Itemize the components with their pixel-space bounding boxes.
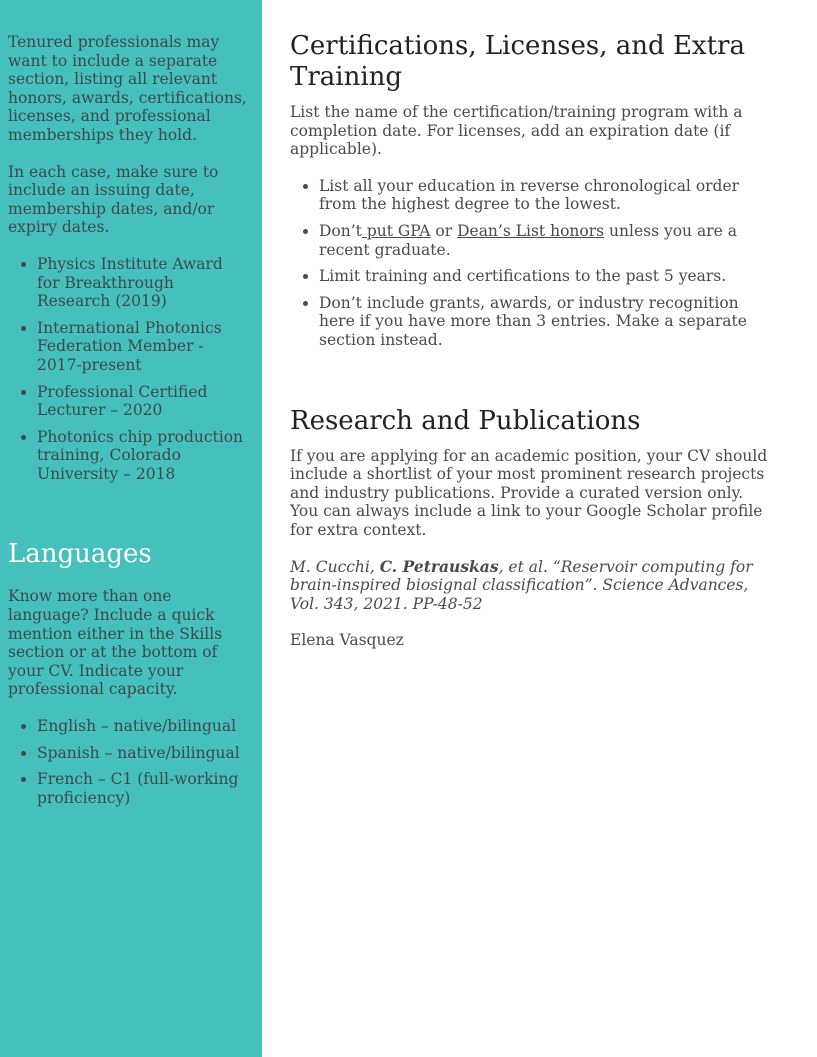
main-content [290,31,770,668]
research-heading: Research and Publications [290,405,641,436]
list-item: • Physics Institute Award for Breakthrough Research (2019) [37,255,250,311]
bullet-text: Don’t [319,221,362,240]
languages-heading: Languages [8,539,152,570]
certifications-intro: List the name of the certification/training program with a completion date. For licenses, add an expiration date (if applicable). [290,103,743,159]
honors-list [8,255,250,484]
deans-list-link[interactable]: Dean’s List honors [457,221,605,240]
list-item: • International Photonics Federation Member - 2017-present [37,319,250,375]
list-item: • Limit training and certifications to the past 5 years. [319,267,770,286]
citation-details: , et al. “Reservoir computing for brain-inspired biosignal classification”. Science Advances, Vol. 343, 2021. PP-48-52 [290,557,753,613]
list-item [319,222,770,259]
citation-authors: M. Cucchi, [290,557,380,576]
list-item: • French – C1 (full-working proficiency) [37,770,250,807]
list-item: • List all your education in reverse chronological order from the highest degree to the lowest. [319,177,770,214]
bullet-text: unless you are a recent graduate. [319,221,737,259]
list-item: • Spanish – native/bilingual [37,744,250,763]
honors-note: In each case, make sure to include an issuing date, membership dates, and/or expiry dates. [8,162,219,237]
put-gpa-link[interactable]: put GPA [361,221,431,240]
languages-intro: Know more than one language? Include a quick mention either in the Skills section or at the bottom of your CV. Indicate your professional capacity. [8,587,223,699]
research-intro: If you are applying for an academic position, your CV should include a shortlist of your most prominent research projects and industry publications. Provide a curated version only. You can always include a link to your Google Scholar profile for extra context. [290,446,768,539]
list-item: • Don’t include grants, awards, or industry recognition here if you have more than 3 entries. Make a separate section instead. [319,294,770,350]
honors-intro: Tenured professionals may want to include a separate section, listing all relevant honors, awards, certifications, licenses, and professional memberships they hold. [8,33,247,144]
publication-citation [290,558,770,614]
list-item: • Professional Certified Lecturer – 2020 [37,383,250,420]
signature: Elena Vasquez [290,631,404,650]
certifications-list [290,177,770,350]
citation-highlight-author: C. Petrauskas [379,556,499,576]
languages-list [8,717,250,807]
sidebar [0,0,262,1057]
certifications-heading: Certifications, Licenses, and Extra Training [290,31,745,92]
bullet-text: or [430,221,458,240]
list-item: • Photonics chip production training, Colorado University – 2018 [37,428,250,484]
list-item: • English – native/bilingual [37,717,250,736]
